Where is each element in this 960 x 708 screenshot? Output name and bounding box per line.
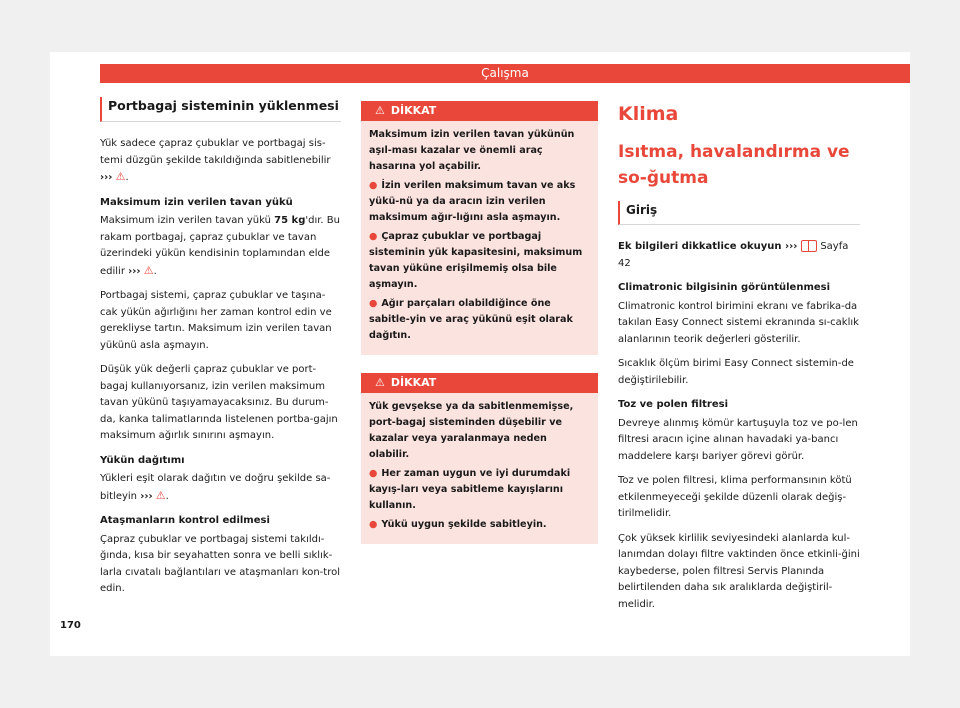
column-right [618, 101, 860, 621]
subsection-title: Giriş [618, 201, 860, 225]
warning-icon: ⚠ [155, 488, 166, 502]
warning-intro: Yük gevşekse ya da sabitlenmemişse, port-bagaj sisteminden düşebilir ve kazalar veya yaralanmaya neden olabilir. [369, 401, 574, 460]
subheading: Toz ve polen filtresi [618, 399, 728, 410]
paragraph: Yükleri eşit olarak dağıtın ve doğru şekilde sa-bitleyin ››› ⚠. [100, 473, 331, 502]
warning-icon: ⚠ [143, 263, 154, 277]
warning-intro: Maksimum izin verilen tavan yükünün aşıl-ması kazalar ve önemli araç hasarına yol açabilir. [369, 129, 575, 172]
paragraph: Sıcaklık ölçüm birimi Easy Connect sistemin-de değiştirilebilir. [618, 358, 854, 386]
ref-arrows[interactable]: ››› [128, 265, 141, 277]
paragraph: Portbagaj sistemi, çapraz çubuklar ve taşına-cak yükün ağırlığını her zaman kontrol edin ve gerekliyse tartın. Maksimum izin verilen tavan yükünü asla aşmayın. [100, 290, 332, 351]
header-title: Çalışma [481, 66, 529, 80]
warning-item: ● Yükü uygun şekilde sabitleyin. [369, 519, 547, 530]
warning-icon: ⚠ [375, 104, 385, 117]
paragraph: Devreye alınmış kömür kartuşuyla toz ve po-len filtresi aracın içine alınan havadaki ya-bancı maddelere karşı bariyer görevi görür. [618, 417, 858, 462]
warning-icon: ⚠ [115, 170, 126, 183]
section-heading: Isıtma, havalandırma ve so-ğutma [618, 142, 850, 188]
warning-body [361, 393, 598, 544]
paragraph: Climatronic kontrol birimini ekranı ve fabrika-da takılan Easy Connect sistemi ekranında sı-caklık alanlarının teorik değerleri gösterilir. [618, 300, 859, 345]
paragraph: Toz ve polen filtresi, klima performansının kötü etkilenmeyeceği şekilde düzenli olarak değiş-tirilmelidir. [618, 475, 852, 519]
page-reference[interactable]: Sayfa 42 [618, 241, 849, 269]
warning-item: ● Ağır parçaları olabildiğince öne sabitle-yin ve araç yükünü eşit olarak dağıtın. [369, 298, 573, 341]
warning-body [361, 121, 598, 355]
page [50, 52, 910, 656]
warning-item: ● İzin verilen maksimum tavan ve aks yükü-nü ya da aracın izin verilen maksimum ağır-lığını asla aşmayın. [369, 180, 576, 223]
reference-line: Ek bilgileri dikkatlice okuyun ››› Sayfa 42 [618, 241, 849, 269]
section-title: Portbagaj sisteminin yüklenmesi [100, 97, 341, 122]
paragraph: Düşük yük değerli çapraz çubuklar ve port-bagaj kullanıyorsanız, izin verilen maksimum tavan yükünü taşıyamayacaksınız. Bu durum-da, kanka talimatlarında listelenen portba-gajın maksimum ağırlık sınırını aşmayın. [100, 364, 338, 441]
ref-arrows[interactable]: ››› [100, 172, 113, 183]
subheading: Climatronic bilgisinin görüntülenmesi [618, 282, 831, 293]
header-bar [100, 64, 910, 83]
warning-item: ● Çapraz çubuklar ve portbagaj sisteminin yük kapasitesini, maksimum tavan yüküne erişilmemiş olsa bile aşmayın. [369, 231, 583, 290]
warning-icon: ⚠ [375, 376, 385, 389]
page-number: 170 [60, 620, 81, 631]
subheading: Ataşmanların kontrol edilmesi [100, 515, 270, 526]
subheading: Maksimum izin verilen tavan yükü [100, 196, 293, 208]
warning-header: ⚠ DİKKAT [361, 101, 598, 121]
warning-box [361, 373, 598, 544]
column-middle [361, 101, 598, 544]
book-icon [801, 240, 817, 252]
warning-item: ● Her zaman uygun ve iyi durumdaki kayış-ları veya sabitleme kayışlarını kullanın. [369, 468, 571, 511]
warning-header: ⚠ DİKKAT [361, 373, 598, 393]
ref-arrows[interactable]: ››› [784, 241, 798, 252]
warning-box [361, 101, 598, 355]
chapter-title: Klima [618, 103, 679, 125]
paragraph: Çapraz çubuklar ve portbagaj sistemi takıldı-ğında, kısa bir seyahatten sonra ve belli sıklık-larla cıvatalı bağlantıları ve ataşmanları kon-trol edin. [100, 533, 340, 594]
paragraph: Yük sadece çapraz çubuklar ve portbagaj sis-temi düzgün şekilde takıldığında sabitlenebilir ››› ⚠. [100, 138, 331, 183]
column-left [100, 97, 341, 606]
paragraph: Çok yüksek kirlilik seviyesindeki alanlarda kul-lanımdan dolayı filtre vaktinden önce etkinli-ğini kaybederse, polen filtresi Servis Planında belirtilenden daha sık aralıklarda değiştiril-melidir. [618, 532, 860, 610]
paragraph: Maksimum izin verilen tavan yükü 75 kg'dır. Bu rakam portbagaj, çapraz çubuklar ve tavan üzerindeki yükün kendisinin toplamından elde edilir ››› ⚠. [100, 215, 340, 277]
ref-arrows[interactable]: ››› [140, 490, 153, 502]
subheading: Yükün dağıtımı [100, 454, 185, 466]
